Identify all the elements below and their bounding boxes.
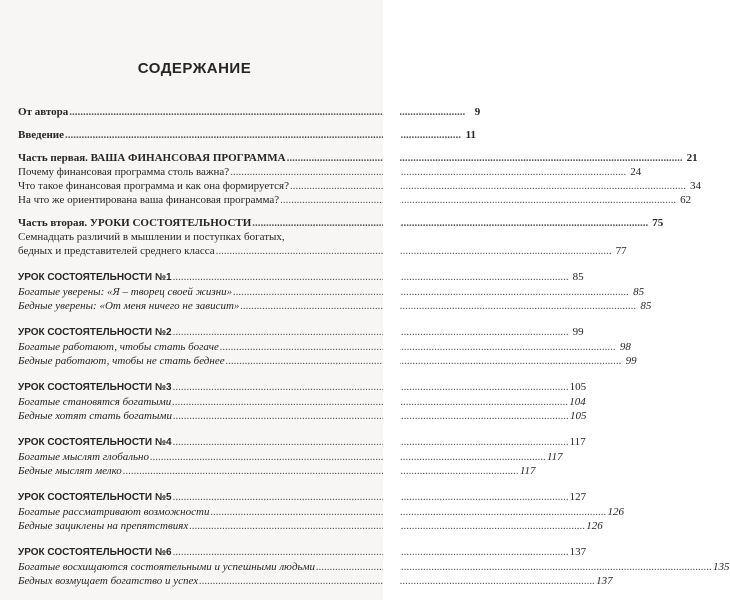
- table-of-contents: [18, 105, 730, 588]
- toc-entry-title: Почему финансовая программа столь важна?: [18, 166, 230, 178]
- toc-entry-title: Часть первая. ВАША ФИНАНСОВАЯ ПРОГРАММА: [18, 152, 286, 164]
- toc-entry: [18, 299, 652, 313]
- dot-leader: [220, 340, 616, 354]
- toc-entry-title: УРОК СОСТОЯТЕЛЬНОСТИ №3: [18, 382, 172, 393]
- toc-entry-page: 137: [596, 575, 613, 587]
- toc-entry: [18, 450, 563, 464]
- toc-entry-page: 99: [625, 355, 637, 367]
- toc-entry-title: Бедные хотят стать богатыми: [18, 410, 172, 422]
- toc-entry-title: Часть вторая. УРОКИ СОСТОЯТЕЛЬНОСТИ: [18, 217, 252, 229]
- toc-entry: [18, 574, 613, 588]
- dot-leader: [210, 505, 606, 519]
- dot-leader: [316, 560, 712, 574]
- dot-leader: [173, 409, 569, 423]
- toc-entry: [18, 128, 477, 142]
- toc-entry-page: 127: [569, 491, 587, 503]
- toc-entry-page: 34: [689, 180, 701, 192]
- dot-leader: [69, 105, 465, 119]
- toc-entry-page: 24: [630, 166, 642, 178]
- toc-entry-title: Введение: [18, 129, 65, 141]
- toc-entry-title: Семнадцать различий в мышлении и поступках богатых,: [18, 231, 285, 243]
- toc-entry: [18, 193, 692, 207]
- toc-entry-title: На что же ориентирована ваша финансовая программа?: [18, 194, 280, 206]
- dot-leader: [173, 270, 569, 284]
- toc-entry-page: 137: [569, 546, 587, 558]
- toc-entry-title: Бедных возмущает богатство и успех: [18, 575, 199, 587]
- toc-entry-title: Богатые мыслят глобально: [18, 451, 149, 463]
- toc-entry-title: Богатые уверены: «Я – творец своей жизни»: [18, 286, 233, 298]
- toc-entry-page: 135: [713, 561, 730, 573]
- toc-entry-title: УРОК СОСТОЯТЕЛЬНОСТИ №6: [18, 547, 172, 558]
- toc-entry: [18, 285, 645, 299]
- toc-entry: [18, 560, 730, 574]
- toc-entry-page: 117: [569, 436, 586, 448]
- dot-leader: [172, 395, 568, 409]
- toc-entry-title: Бедные мыслят мелко: [18, 465, 122, 477]
- toc-part-heading: [18, 216, 664, 230]
- toc-entry-title: УРОК СОСТОЯТЕЛЬНОСТИ №5: [18, 492, 172, 503]
- toc-entry-title: Бедные уверены: «От меня ничего не зависит»: [18, 300, 240, 312]
- toc-entry-page: 62: [680, 194, 692, 206]
- page-title: СОДЕРЖАНИЕ: [137, 60, 252, 77]
- dot-leader: [173, 490, 569, 504]
- toc-entry-title: Богатые рассматривают возможности: [18, 506, 210, 518]
- toc-entry: [18, 395, 586, 409]
- dot-leader: [150, 450, 546, 464]
- toc-entry: [18, 505, 624, 519]
- toc-entry-page: 77: [615, 245, 627, 257]
- toc-entry: [18, 165, 642, 179]
- toc-entry: [18, 409, 587, 423]
- toc-entry: [18, 464, 536, 478]
- toc-entry-page: 117: [547, 451, 563, 463]
- toc-entry-title: Богатые работают, чтобы стать богаче: [18, 341, 219, 353]
- dot-leader: [173, 435, 569, 449]
- toc-entry-title: УРОК СОСТОЯТЕЛЬНОСТИ №4: [18, 437, 172, 448]
- toc-entry-page: 105: [569, 410, 587, 422]
- toc-entry-title: От автора: [18, 106, 69, 118]
- toc-entry: [18, 340, 631, 354]
- toc-entry-page: 126: [586, 520, 603, 532]
- dot-leader: [287, 151, 683, 165]
- toc-lesson-heading: [18, 545, 587, 560]
- toc-entry-title: Бедные зациклены на препятствиях: [18, 520, 189, 532]
- dot-leader: [226, 354, 622, 368]
- dot-leader: [230, 165, 626, 179]
- toc-entry-title: Богатые восхищаются состоятельными и успешными людьми: [18, 561, 316, 573]
- toc-lesson-heading: [18, 380, 587, 395]
- toc-entry: [18, 519, 603, 533]
- toc-entry: [18, 354, 637, 368]
- toc-entry: [18, 244, 627, 258]
- toc-lesson-heading: [18, 435, 586, 450]
- toc-entry-page: 85: [633, 286, 645, 298]
- toc-lesson-heading: [18, 270, 584, 285]
- dot-leader: [240, 299, 636, 313]
- toc-entry: [18, 230, 371, 244]
- toc-entry-title: Бедные работают, чтобы не стать беднее: [18, 355, 225, 367]
- toc-entry-page: 126: [607, 506, 624, 518]
- toc-entry-page: 85: [640, 300, 652, 312]
- dot-leader: [216, 244, 612, 258]
- dot-leader: [173, 380, 569, 394]
- dot-leader: [173, 325, 569, 339]
- toc-entry-title: УРОК СОСТОЯТЕЛЬНОСТИ №1: [18, 272, 172, 283]
- toc-entry-title: бедных и представителей среднего класса: [18, 245, 215, 257]
- dot-leader: [123, 464, 519, 478]
- toc-entry-page: 75: [652, 217, 664, 229]
- toc-entry-title: УРОК СОСТОЯТЕЛЬНОСТИ №2: [18, 327, 172, 338]
- toc-entry-page: 105: [569, 381, 587, 393]
- dot-leader: [65, 128, 461, 142]
- toc-lesson-heading: [18, 325, 584, 340]
- toc-entry-page: 117: [519, 465, 536, 477]
- dot-leader: [252, 216, 648, 230]
- toc-entry: [18, 105, 481, 119]
- toc-entry-page: 104: [569, 396, 586, 408]
- toc-entry-page: 9: [474, 106, 481, 118]
- toc-entry-page: 85: [572, 271, 584, 283]
- dot-leader: [233, 285, 629, 299]
- toc-entry: [18, 179, 701, 193]
- dot-leader: [173, 545, 569, 559]
- toc-entry-page: 99: [572, 326, 584, 338]
- dot-leader: [280, 193, 676, 207]
- toc-lesson-heading: [18, 490, 587, 505]
- toc-entry-title: Что такое финансовая программа и как она формируется?: [18, 180, 289, 192]
- toc-part-heading: [18, 151, 698, 165]
- page-edge: [383, 0, 400, 600]
- toc-entry-page: 21: [686, 152, 698, 164]
- toc-entry-page: 11: [465, 129, 477, 141]
- dot-leader: [290, 179, 686, 193]
- toc-entry-title: Богатые становятся богатыми: [18, 396, 172, 408]
- toc-entry-page: 98: [619, 341, 631, 353]
